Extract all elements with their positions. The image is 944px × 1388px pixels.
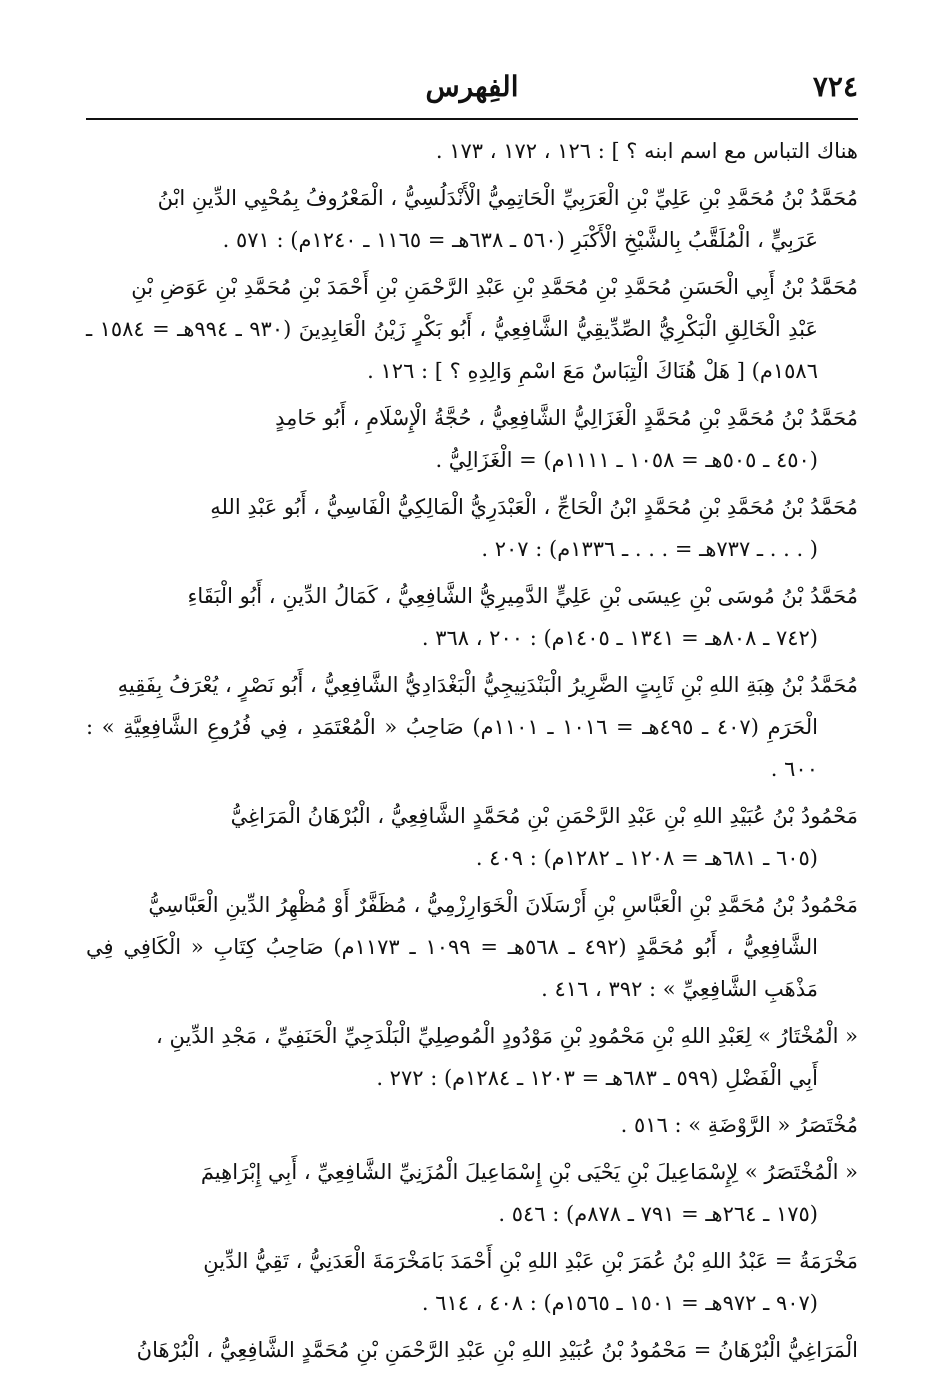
index-entry (86, 795, 858, 879)
entry-text: هناك التباس مع اسم ابنه ؟ ] : ١٢٦ ، ١٧٢ ، ١٧٣ . (435, 139, 858, 163)
entry-continuation: ( . . . ـ ٧٣٧هـ = . . . ـ ١٣٣٦م) : ٢٠٧ . (481, 537, 818, 561)
index-entry (86, 130, 858, 172)
page-title: الفِهرس (425, 70, 519, 103)
header-rule (86, 118, 858, 120)
index-entry (86, 397, 858, 481)
index-entry (86, 1104, 858, 1146)
index-entries (86, 130, 858, 1376)
entry-text: مُحَمَّدُ بْنُ مُحَمَّدِ بْنِ عَلِيِّ بْنِ الْعَرَبِيِّ الْحَاتِمِيُّ الْأَنْدَلُسِيُّ ، الْمَعْرُوفُ بِمُحْيِي الدِّينِ ابْنُ (157, 186, 858, 210)
index-entry (86, 1015, 858, 1099)
entry-text: مَحْمُودُ بْنُ عُبَيْدِ اللهِ بْنِ عَبْدِ الرَّحْمَنِ بْنِ مُحَمَّدٍ الشَّافِعِيُّ ، الْبُرْهَانُ الْمَرَاغِيُّ (230, 804, 858, 828)
entry-continuation: عَرَبِيٍّ ، الْمُلَقَّبُ بِالشَّيْخِ الْأَكْبَرِ (٥٦٠ ـ ٦٣٨هـ = ١١٦٥ ـ ١٢٤٠م) : ٥٧١ . (222, 228, 818, 252)
index-entry (86, 1329, 858, 1371)
index-entry (86, 177, 858, 261)
entry-continuation: أَبِي الْفَضْلِ (٥٩٩ ـ ٦٨٣هـ = ١٢٠٣ ـ ١٢٨٤م) : ٢٧٢ . (376, 1066, 818, 1090)
index-entry (86, 1151, 858, 1235)
entry-text: مَحْمُودُ بْنُ مُحَمَّدِ بْنِ الْعَبَّاسِ بْنِ أَرْسَلَانَ الْخَوَارِزْمِيُّ ، مُظَفَّرٌ أَوْ مُظْهِرُ الدِّينِ الْعَبَّاسِيُّ (148, 893, 858, 917)
entry-continuation: الْحَرَمِ (٤٠٧ ـ ٤٩٥هـ = ١٠١٦ ـ ١١٠١م) صَاحِبُ « الْمُعْتَمَدِ ، فِي فُرُوعِ الشَّافِعِيَّةِ » : ٦٠٠ . (86, 715, 818, 781)
index-entry (86, 266, 858, 392)
index-entry (86, 664, 858, 790)
entry-continuation: الشَّافِعِيُّ ، أَبُو مُحَمَّدٍ (٤٩٢ ـ ٥٦٨هـ = ١٠٩٩ ـ ١١٧٣م) صَاحِبُ كِتَابِ « الْكَافِي فِي مَذْهَبِ الشَّافِعِيِّ » : ٣٩٢ ، ٤١٦ . (86, 935, 818, 1001)
entry-text: « الْمُخْتَارُ » لِعَبْدِ اللهِ بْنِ مَحْمُودِ بْنِ مَوْدُودٍ الْمُوصِلِيِّ الْبَلْدَجِيِّ الْحَنَفِيِّ ، مَجْدِ الدِّينِ ، (156, 1024, 858, 1048)
index-entry (86, 486, 858, 570)
entry-text: « الْمُخْتَصَرُ » لِإِسْمَاعِيلَ بْنِ يَحْيَى بْنِ إِسْمَاعِيلَ الْمُزَنِيِّ الشَّافِعِيِّ ، أَبِي إِبْرَاهِيمَ (200, 1160, 858, 1184)
page-header (86, 70, 858, 114)
index-entry (86, 1240, 858, 1324)
entry-continuation: (٤٥٠ ـ ٥٠٥هـ = ١٠٥٨ ـ ١١١١م) = الْغَزَالِيُّ . (435, 448, 818, 472)
entry-continuation: عَبْدِ الْخَالِقِ الْبَكْرِيُّ الصِّدِّيقِيُّ الشَّافِعِيُّ ، أَبُو بَكْرٍ زَيْنُ الْعَابِدِينَ (٩٣٠ ـ ٩٩٤هـ = ١٥٨٤ ـ ١٥٨٦م) [ هَلْ هُنَاكَ الْتِبَاسٌ مَعَ اسْمِ وَالِدِهِ ؟ ] : ١٢٦ . (86, 317, 818, 383)
entry-continuation: (٧٤٢ ـ ٨٠٨هـ = ١٣٤١ ـ ١٤٠٥م) : ٢٠٠ ، ٣٦٨ . (421, 626, 818, 650)
entry-continuation: (٦٠٥ ـ ٦٨١هـ = ١٢٠٨ ـ ١٢٨٢م) : ٤٠٩ . (475, 846, 818, 870)
entry-text: مُحَمَّدُ بْنُ مُوسَى بْنِ عِيسَى بْنِ عَلِيٍّ الدَّمِيرِيُّ الشَّافِعِيُّ ، كَمَالُ الدِّينِ ، أَبُو الْبَقَاءِ (187, 584, 858, 608)
entry-continuation: (١٧٥ ـ ٢٦٤هـ = ٧٩١ ـ ٨٧٨م) : ٥٤٦ . (498, 1202, 818, 1226)
entry-text: مُخْتَصَرُ « الرَّوْضَةِ » : ٥١٦ . (620, 1113, 858, 1137)
entry-continuation: (٩٠٧ ـ ٩٧٢هـ = ١٥٠١ ـ ١٥٦٥م) : ٤٠٨ ، ٦١٤ . (421, 1291, 818, 1315)
page-number: ٧٢٤ (812, 70, 858, 103)
entry-text: مُحَمَّدُ بْنُ مُحَمَّدِ بْنِ مُحَمَّدٍ ابْنُ الْحَاجِّ ، الْعَبْدَرِيُّ الْمَالِكِيُّ الْفَاسِيُّ ، أَبُو عَبْدِ اللهِ (210, 495, 858, 519)
entry-text: مُحَمَّدُ بْنُ أَبِي الْحَسَنِ مُحَمَّدِ بْنِ مُحَمَّدِ بْنِ عَبْدِ الرَّحْمَنِ بْنِ أَحْمَدَ بْنِ مُحَمَّدِ بْنِ عَوَضِ بْنِ (131, 275, 858, 299)
entry-text: الْمَرَاغِيُّ الْبُرْهَانُ = مَحْمُودُ بْنُ عُبَيْدِ اللهِ بْنِ عَبْدِ الرَّحْمَنِ بْنِ مُحَمَّدٍ الشَّافِعِيُّ ، الْبُرْهَانُ (136, 1338, 858, 1362)
entry-text: مُحَمَّدُ بْنُ مُحَمَّدِ بْنِ مُحَمَّدٍ الْغَزَالِيُّ الشَّافِعِيُّ ، حُجَّةُ الْإِسْلَامِ ، أَبُو حَامِدٍ (275, 406, 858, 430)
entry-text: مُحَمَّدُ بْنُ هِبَةِ اللهِ بْنِ ثَابِتٍ الضَّرِيرُ الْبَنْدَنِيجِيُّ الْبَغْدَادِيُّ الشَّافِعِيُّ ، أَبُو نَصْرٍ ، يُعْرَفُ بِفَقِيهِ (117, 673, 858, 697)
entry-text: مَخْرَمَةُ = عَبْدُ اللهِ بْنُ عُمَرَ بْنِ عَبْدِ اللهِ بْنِ أَحْمَدَ بَامَخْرَمَةَ الْعَدَنِيُّ ، تَقِيُّ الدِّينِ (203, 1249, 858, 1273)
index-entry (86, 884, 858, 1010)
index-entry (86, 575, 858, 659)
